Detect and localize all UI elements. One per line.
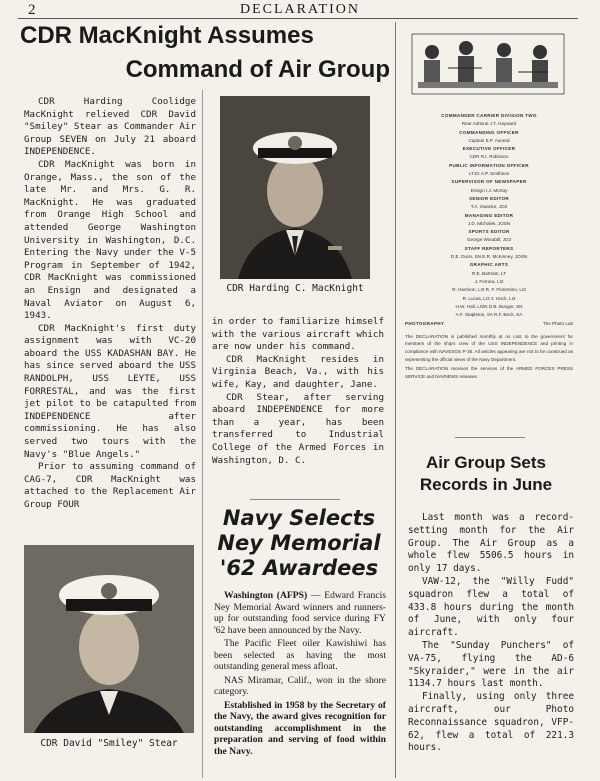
masthead-role: MANAGING EDITOR	[464, 212, 514, 218]
ney-headline	[206, 506, 392, 581]
airgroup-paragraph: Last month was a record-setting month for the Air Group. The Air Group as a whole flew 5506.5 hours in only 17 days.	[408, 512, 574, 575]
lead-article-col2	[212, 316, 384, 467]
ney-headline-line: Ney Memorial	[217, 531, 381, 555]
airgroup-article	[408, 512, 574, 755]
macknight-caption: CDR Harding C. MacKnight	[226, 283, 364, 294]
ney-paragraph: The Pacific Fleet oiler Kawishiwi has been selected as having the most outstanding general mess afloat.	[214, 638, 386, 672]
masthead-role: PUBLIC INFORMATION OFFICER	[449, 162, 529, 168]
column-divider-left	[202, 90, 203, 778]
masthead-role: SENIOR EDITOR	[468, 195, 510, 201]
page-number: 2	[28, 2, 36, 18]
masthead-name: T.A. Swanke, JO2	[470, 204, 508, 210]
masthead-name: Rear Admiral J.T. Hayward	[461, 121, 517, 127]
lead-article-col1	[24, 96, 196, 512]
masthead-role: STAFF REPORTERS	[464, 245, 514, 251]
airgroup-paragraph: The "Sunday Punchers" of VA-75, flying the AD-6 "Skyraider," were in the air 1134.7 hours last month.	[408, 639, 574, 690]
lead-headline-line1: CDR MacKnight Assumes	[20, 22, 314, 49]
masthead-name: J. Ferrara, LI2	[474, 278, 504, 284]
masthead-role: EXECUTIVE OFFICER	[462, 146, 516, 152]
sailors-illustration-icon	[408, 28, 568, 100]
lead-paragraph: CDR Stear, after serving aboard INDEPENDENCE for more than a year, has been transferred to Industrial College of the Armed Forces in Washington, D. C.	[212, 391, 384, 466]
airgroup-top-rule	[455, 437, 525, 438]
masthead-notice: The DECLARATION receives the services of the ARMED FORCES PRESS SERVICE and NAVNEWS releases.	[405, 366, 573, 379]
masthead-photography	[405, 320, 573, 328]
airgroup-headline-line: Records in June	[419, 475, 553, 494]
airgroup-paragraph: VAW-12, the "Willy Fudd" squadron flew a total of 433.8 hours during the month of June, with only four aircraft.	[408, 575, 574, 639]
masthead-name: J.D. Michalek, JOSN	[467, 220, 511, 226]
masthead-name: Ensign I.J. McKay	[470, 187, 508, 193]
masthead-role: SUPERVISOR OF NEWSPAPER	[451, 179, 527, 185]
masthead-name: H.W. Hall, LISN D.B. Bunger, SN	[455, 303, 523, 309]
masthead-role: COMMANDER CARRIER DIVISION TWO	[441, 113, 537, 118]
lead-paragraph: Prior to assuming command of CAG-7, CDR MacKnight was attached to the Replacement Air Group FOUR	[24, 461, 196, 510]
ney-headline-line: '62 Awardees	[219, 556, 379, 580]
ney-paragraph: Washington (AFPS) — Edward Francis Ney Memorial Award winners and runners-up for outstanding food service during FY '62 have been announced by the Navy.	[214, 590, 387, 636]
lead-paragraph: CDR MacKnight was born in Orange, Mass., the son of the late Mr. and Mrs. G. R. MacKnight. He was graduated from Orange High School and attended George Washington University in Washington, D.C. Entering the Navy under the V-5 Program in September of 1942, CDR MacKnight was commissioned an Ensign and designated a Naval Aviator on August 6, 1943.	[24, 158, 196, 322]
masthead-role: GRAPHIC ARTS	[469, 262, 509, 268]
masthead-name: R.E. Bartram, LT	[471, 270, 507, 276]
masthead-name: D.E. Dunn, SN E.R. McKinney, JOSN	[450, 254, 528, 260]
stear-caption: CDR David "Smiley" Stear	[40, 738, 178, 749]
photography-label: PHOTOGRAPHY	[405, 321, 445, 327]
macknight-portrait-icon	[220, 96, 370, 279]
stear-photo	[24, 545, 194, 733]
lead-headline-line2: Command of Air Group	[125, 56, 390, 83]
airgroup-headline	[400, 452, 572, 496]
lead-paragraph: in order to familiarize himself with the various aircraft which are now under his command.	[212, 316, 384, 353]
photography-value: The Photo Lab	[542, 321, 573, 327]
ney-paragraph: NAS Miramar, Calif., won in the shore category.	[214, 674, 386, 697]
masthead-name: CDR R.I. Robinson	[469, 154, 509, 160]
macknight-photo	[220, 96, 370, 279]
masthead-role: SPORTS EDITOR	[468, 229, 510, 235]
airgroup-paragraph: Finally, using only three aircraft, our Photo Reconnaissance squadron, VFP-62, flew a total of 221.3 hours.	[408, 691, 574, 754]
column-divider-right	[395, 22, 396, 778]
lead-paragraph: CDR MacKnight's first duty assignment was with VC-20 aboard the USS KADASHAN BAY. He has since served aboard the USS RANDOLPH, USS LEYTE, USS FORRESTAL, and was the first jet pilot to be catapulted from INDEPENDENCE after commissioning. He has also served two tours with the Navy's "Blue Angels."	[24, 322, 196, 460]
masthead-name: Captain E.P. Aurand	[468, 137, 510, 143]
stear-portrait-icon	[24, 545, 194, 733]
ney-closing: Established in 1958 by the Secretary of the Navy, the award gives recognition for outstanding accomplishment in the preparation and serving of food within the Navy.	[214, 699, 386, 757]
ney-headline-line: Navy Selects	[222, 506, 376, 530]
lead-paragraph: CDR Harding Coolidge MacKnight relieved CDR David "Smiley" Stear as Commander Air Group SEVEN on July 21 aboard INDEPENDENCE.	[24, 96, 196, 158]
masthead-name: LTJG A.P. Smithson	[468, 171, 510, 177]
masthead-illustration	[408, 28, 568, 100]
masthead-staff-list	[405, 112, 573, 380]
ney-article	[214, 590, 386, 759]
ney-dateline: Washington (AFPS)	[224, 590, 308, 601]
lead-paragraph: CDR MacKnight resides in Virginia Beach, Va., with his wife, Kay, and daughter, Jane.	[212, 353, 384, 390]
masthead-name: R. Lucas, LI3 J. Hoch, LI3	[462, 295, 516, 301]
masthead-name: George Woodall, JO3	[466, 237, 512, 243]
masthead-name: A.F. Stapleton, SA R.F. Beck, SA	[455, 312, 523, 318]
masthead-name: R. Harrison, LI3 R. F. Florentino, LI3	[452, 287, 526, 293]
header-rule	[18, 18, 578, 19]
masthead-role: COMMANDING OFFICER	[459, 129, 519, 135]
airgroup-headline-line: Air Group Sets	[426, 453, 546, 472]
masthead-notice: The DECLARATION is published monthly at no cost to the government for members of the ship's crew of the USS INDEPENDENCE and printing in compliance with NAVEXOS P-35. All articles appearing are not to be construed as representing the official views of the Navy Department.	[405, 333, 573, 362]
publication-title: DECLARATION	[240, 2, 360, 17]
ney-top-rule	[250, 499, 340, 500]
